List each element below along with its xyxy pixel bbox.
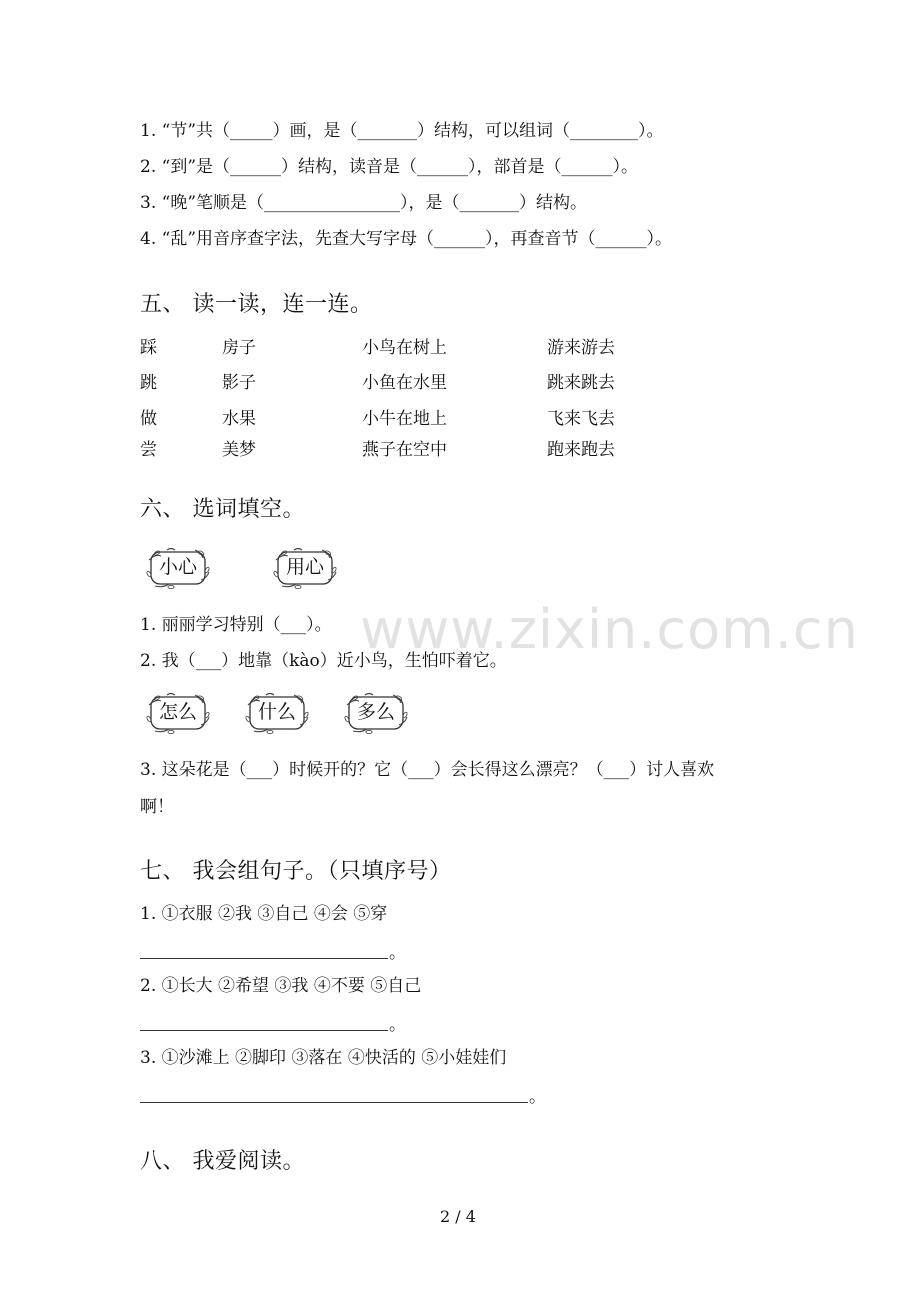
question-line: 3. “晚”笔顺是（________________），是（_______）结构。: [140, 193, 588, 213]
word-tag-label: 什么: [257, 701, 296, 723]
word-tag: [145, 691, 211, 735]
question-line: 1. “节”共（_____）画，是（_______）结构，可以组词（________）。: [140, 121, 664, 141]
match-phrase: 游来游去: [547, 338, 615, 358]
match-phrase: 跑来跑去: [547, 440, 615, 460]
section-heading: 六、 选词填空。: [140, 497, 305, 522]
question-line: 3. 这朵花是（___）时候开的？它（___）会长得这么漂亮？（___）讨人喜欢: [140, 760, 715, 780]
answer-blank[interactable]: [140, 958, 388, 959]
question-line: 2. ①长大 ②希望 ③我 ④不要 ⑤自己: [140, 976, 422, 996]
word-tag-label: 多么: [356, 701, 395, 723]
match-phrase: 跳来跳去: [547, 373, 615, 393]
question-line-continued: 啊！: [140, 797, 174, 817]
match-phrase: 燕子在空中: [362, 440, 447, 460]
match-phrase: 小鸟在树上: [362, 338, 447, 358]
answer-blank[interactable]: [140, 1030, 388, 1031]
word-tag-label: 用心: [285, 556, 324, 578]
word-tag: [145, 546, 211, 590]
match-phrase: 小牛在地上: [362, 409, 447, 429]
answer-period: 。: [529, 1087, 546, 1107]
match-phrase: 飞来飞去: [547, 409, 615, 429]
match-word: 跳: [140, 373, 157, 393]
match-word: 美梦: [222, 440, 256, 460]
match-word: 水果: [222, 409, 256, 429]
answer-period: 。: [389, 1015, 406, 1035]
section-heading: 五、 读一读，连一连。: [140, 292, 373, 317]
question-line: 2. “到”是（______）结构，读音是（______），部首是（______）。: [140, 157, 639, 177]
answer-period: 。: [389, 943, 406, 963]
word-tag: [272, 546, 338, 590]
word-tag-label: 小心: [158, 556, 197, 578]
word-tag-label: 怎么: [158, 701, 197, 723]
question-line: 1. 丽丽学习特别（___）。: [140, 615, 332, 635]
word-tag: [244, 691, 310, 735]
question-line: 1. ①衣服 ②我 ③自己 ④会 ⑤穿: [140, 904, 388, 924]
match-word: 踩: [140, 338, 157, 358]
question-line: 4. “乱”用音序查字法，先查大写字母（______），再查音节（______）。: [140, 229, 673, 249]
match-word: 尝: [140, 440, 157, 460]
match-word: 影子: [222, 373, 256, 393]
section-heading: 八、 我爱阅读。: [140, 1149, 305, 1174]
match-phrase: 小鱼在水里: [362, 373, 447, 393]
question-line: 3. ①沙滩上 ②脚印 ③落在 ④快活的 ⑤小娃娃们: [140, 1048, 507, 1068]
answer-blank[interactable]: [140, 1102, 528, 1103]
watermark: www.zixin.com.cn: [360, 598, 859, 661]
match-word: 做: [140, 409, 157, 429]
match-word: 房子: [222, 338, 256, 358]
page-number: 2 / 4: [440, 1207, 476, 1226]
word-tag: [343, 691, 409, 735]
section-heading: 七、 我会组句子。（只填序号）: [140, 859, 452, 884]
question-line: 2. 我（___）地靠（kào）近小鸟，生怕吓着它。: [140, 651, 507, 671]
